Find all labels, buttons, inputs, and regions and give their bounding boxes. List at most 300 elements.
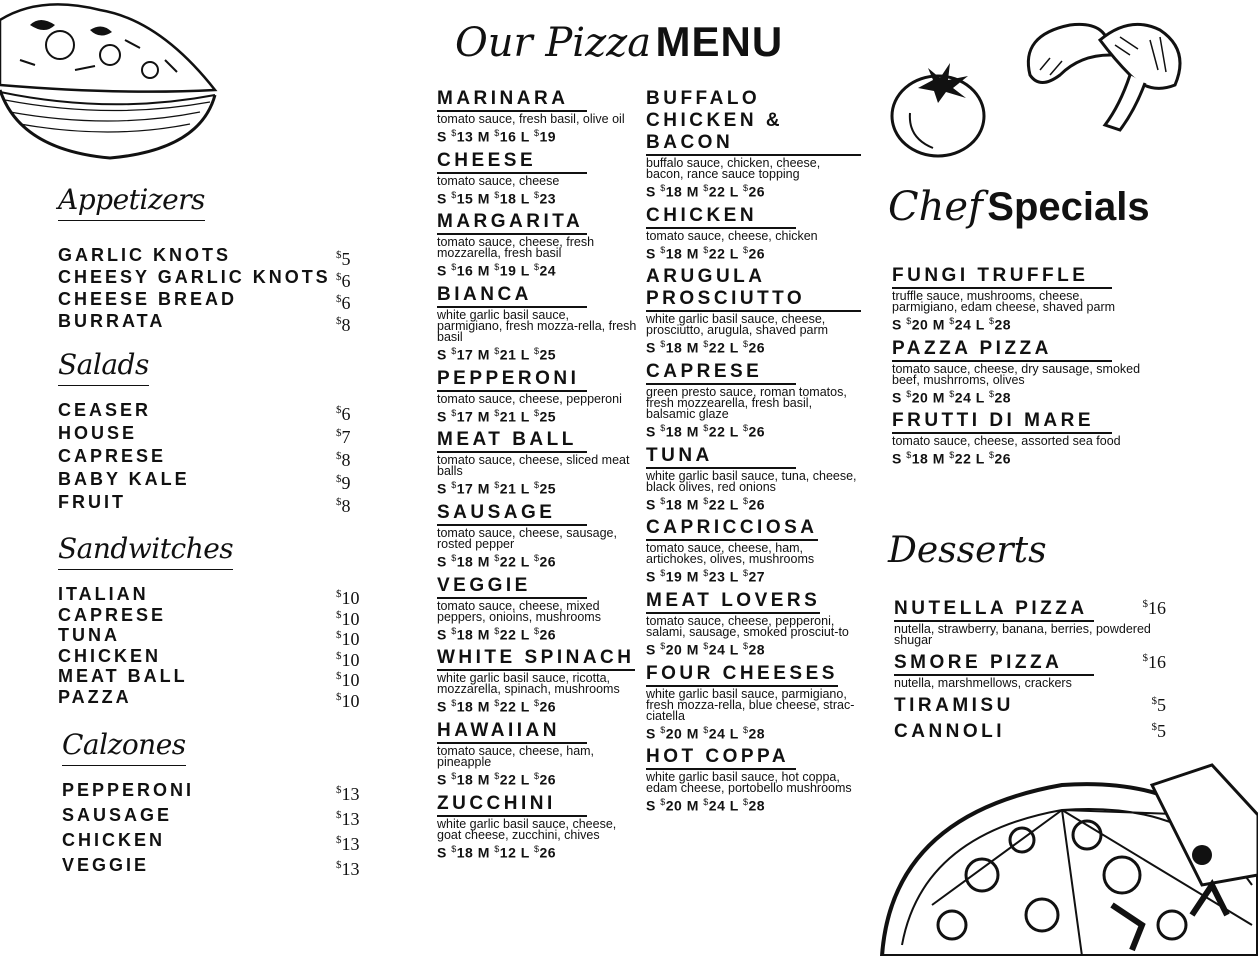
pizza-name	[437, 793, 637, 817]
currency-symbol: $	[336, 859, 342, 871]
size-label: S	[437, 128, 447, 145]
size-price: 22	[708, 245, 726, 262]
currency-symbol: $	[533, 262, 540, 273]
pizza-description: buffalo sauce, chicken, cheese, bacon, rance sauce topping	[646, 156, 821, 181]
size-label: S	[437, 346, 447, 363]
size-label: M	[477, 844, 490, 861]
currency-symbol: $	[336, 834, 342, 846]
currency-symbol: $	[336, 427, 342, 439]
header-bold-text: MENU	[655, 18, 784, 65]
size-price: 15	[456, 190, 474, 207]
price-value: 10	[341, 649, 360, 670]
pizza-name-text: HOT COPPA	[646, 746, 796, 770]
menu-item-name: CHICKEN	[58, 645, 162, 666]
pizza-description: white garlic basil sauce, cheese, goat cheese, zucchini, chives	[437, 816, 617, 842]
pizza-prices	[646, 180, 861, 200]
pizza-description: tomato sauce, cheese, pepperoni	[437, 391, 622, 406]
menu-item-price	[336, 422, 368, 445]
chef-specials-heading	[888, 184, 1150, 230]
pizza-description: tomato sauce, cheese, assorted sea food	[892, 434, 1121, 449]
size-label: M	[477, 190, 490, 207]
menu-item-row	[58, 604, 368, 629]
size-label: L	[520, 190, 530, 207]
pizza-bowl-icon	[0, 0, 230, 165]
size-label: S	[646, 568, 656, 585]
size-label: M	[477, 626, 490, 643]
currency-symbol: $	[703, 422, 709, 433]
size-label: L	[520, 480, 530, 497]
currency-symbol: $	[1142, 652, 1148, 664]
price-value: 16	[1148, 652, 1166, 672]
size-price: 26	[748, 245, 766, 262]
size-label: L	[520, 408, 530, 425]
currency-symbol: $	[533, 480, 540, 491]
currency-symbol: $	[451, 407, 457, 418]
size-price: 18	[665, 183, 683, 200]
size-price: 26	[994, 450, 1012, 467]
currency-symbol: $	[906, 388, 912, 399]
currency-symbol: $	[451, 552, 457, 563]
price-value: 13	[341, 809, 360, 829]
menu-item-row	[62, 803, 368, 828]
size-price: 22	[499, 698, 517, 715]
price-value: 13	[341, 784, 360, 804]
currency-symbol: $	[533, 625, 540, 636]
menu-item-name: VEGGIE	[62, 855, 150, 875]
pizza-prices	[646, 794, 861, 814]
menu-item-name: CHICKEN	[62, 830, 166, 850]
currency-symbol: $	[703, 183, 709, 193]
pizza-item	[437, 368, 637, 425]
size-label: M	[686, 245, 699, 262]
size-label: M	[477, 346, 490, 363]
pizza-prices	[437, 343, 637, 363]
pizza-item	[646, 205, 861, 262]
pizza-name	[437, 88, 637, 112]
currency-symbol: $	[1151, 721, 1157, 733]
price-value: 8	[341, 450, 351, 470]
currency-symbol: $	[451, 262, 457, 273]
menu-item-row	[58, 468, 368, 491]
pizza-name	[437, 575, 637, 599]
menu-item-row	[62, 778, 368, 803]
price-value: 10	[341, 670, 360, 690]
size-label: L	[520, 346, 530, 363]
price-value: 10	[341, 690, 360, 711]
currency-symbol: $	[451, 770, 457, 781]
pizza-name-text: FUNGI TRUFFLE	[892, 265, 1112, 289]
dessert-item	[894, 721, 1174, 743]
currency-symbol: $	[451, 480, 457, 491]
size-price: 16	[499, 128, 517, 145]
dessert-name: SMORE PIZZA	[894, 652, 1094, 676]
currency-symbol: $	[742, 495, 749, 506]
pizza-item	[646, 445, 861, 513]
pizza-name-text: FOUR CHEESES	[646, 663, 838, 687]
size-price: 20	[665, 797, 683, 814]
currency-symbol: $	[660, 422, 666, 433]
size-price: 18	[665, 496, 683, 513]
currency-symbol: $	[988, 388, 995, 399]
currency-symbol: $	[742, 244, 749, 255]
size-label: S	[646, 797, 656, 814]
pizza-item	[437, 284, 637, 363]
price-value: 7	[341, 427, 351, 447]
size-label: L	[729, 797, 739, 814]
pizza-prices	[437, 550, 637, 570]
menu-item-price	[336, 288, 368, 313]
size-price: 17	[456, 480, 474, 497]
currency-symbol: $	[336, 670, 342, 682]
desserts-list	[894, 598, 1174, 747]
size-price: 19	[665, 568, 683, 585]
pizza-prices	[646, 420, 861, 440]
pizza-prices	[892, 447, 1142, 467]
appetizers-list	[58, 244, 368, 335]
size-label: L	[729, 183, 739, 200]
desserts-heading: Desserts	[888, 530, 1047, 571]
salads-heading: Salads	[58, 348, 149, 386]
size-label: L	[729, 568, 739, 585]
pizza-name	[437, 284, 637, 308]
size-label: L	[975, 389, 985, 406]
currency-symbol: $	[703, 339, 709, 350]
size-label: S	[646, 641, 656, 658]
currency-symbol: $	[494, 128, 500, 138]
pizza-item	[437, 793, 637, 861]
size-label: S	[646, 725, 656, 742]
pizza-name-text: PEPPERONI	[437, 368, 587, 392]
pizza-description: tomato sauce, cheese, dry sausage, smoked beef, mushrroms, olives	[892, 361, 1141, 387]
pizza-prices	[437, 187, 637, 207]
pizza-name	[646, 590, 861, 614]
menu-item-price	[336, 625, 368, 649]
pizza-name	[437, 150, 637, 174]
currency-symbol: $	[336, 249, 342, 261]
size-price: 22	[954, 450, 972, 467]
menu-item-name: MEAT BALL	[58, 666, 188, 686]
size-price: 28	[748, 725, 766, 742]
pizza-name-text: CHEESE	[437, 150, 587, 174]
menu-item-name: GARLIC KNOTS	[58, 245, 231, 265]
size-label: L	[729, 245, 739, 262]
pizza-name	[646, 205, 861, 229]
currency-symbol: $	[742, 339, 749, 350]
size-price: 28	[748, 641, 766, 658]
size-price: 18	[665, 245, 683, 262]
menu-item-row	[58, 288, 368, 313]
currency-symbol: $	[533, 552, 540, 563]
sandwiches-heading: Sandwitches	[58, 532, 233, 570]
size-price: 22	[708, 496, 726, 513]
pizza-name	[892, 265, 1142, 289]
size-price: 22	[499, 553, 517, 570]
currency-symbol: $	[906, 450, 912, 461]
size-label: L	[975, 450, 985, 467]
dessert-description: nutella, strawberry, banana, berries, powdered shugar	[894, 622, 1151, 647]
menu-item-price	[336, 605, 368, 629]
dessert-price	[1143, 598, 1167, 622]
currency-symbol: $	[660, 568, 666, 579]
menu-item-name: SAUSAGE	[62, 805, 173, 825]
size-price: 24	[954, 316, 972, 333]
pizza-name	[892, 410, 1142, 434]
size-price: 18	[456, 698, 474, 715]
size-label: S	[646, 423, 656, 440]
size-price: 20	[665, 641, 683, 658]
size-label: M	[477, 128, 490, 145]
size-label: S	[437, 698, 447, 715]
size-price: 21	[499, 480, 517, 497]
size-price: 18	[665, 423, 683, 440]
currency-symbol: $	[703, 640, 709, 651]
size-price: 23	[539, 190, 557, 207]
menu-item-name: HOUSE	[58, 423, 138, 443]
pizza-item	[646, 590, 861, 658]
currency-symbol: $	[703, 568, 709, 579]
pizza-name	[437, 429, 637, 453]
size-label: L	[520, 626, 530, 643]
price-value: 5	[341, 249, 351, 269]
pizza-prices	[892, 313, 1142, 333]
price-value: 10	[341, 629, 360, 649]
menu-item-name: BABY KALE	[58, 469, 190, 489]
size-price: 25	[539, 346, 557, 363]
currency-symbol: $	[494, 843, 500, 854]
pizza-name-text: MARINARA	[437, 88, 587, 112]
pizza-description: white garlic basil sauce, ricotta, mozzarella, spinach, mushrooms	[437, 671, 620, 697]
size-price: 12	[499, 844, 517, 861]
pizza-item	[437, 88, 637, 145]
pizza-prices	[437, 405, 637, 425]
menu-item-name: PAZZA	[58, 686, 132, 707]
menu-item-price	[336, 853, 368, 878]
pizza-name-text: MARGARITA	[437, 211, 587, 235]
price-value: 8	[341, 315, 351, 335]
pizza-name-text: PAZZA PIZZA	[892, 338, 1112, 362]
menu-item-price	[336, 468, 368, 491]
menu-item-name: CEASER	[58, 400, 152, 420]
pizza-name-text: BUFFALO CHICKEN & BACON	[646, 88, 861, 156]
size-price: 26	[748, 183, 766, 200]
pizza-name-text: MEAT BALL	[437, 429, 587, 453]
menu-item-row	[58, 244, 368, 269]
menu-item-price	[336, 828, 368, 853]
size-price: 18	[911, 450, 929, 467]
currency-symbol: $	[336, 473, 342, 485]
currency-symbol: $	[1142, 598, 1148, 610]
size-price: 19	[499, 262, 517, 279]
header-script-text: Our Pizza	[455, 20, 652, 66]
currency-symbol: $	[336, 629, 342, 641]
dessert-row	[894, 721, 1166, 743]
size-label: M	[686, 725, 699, 742]
dessert-description: nutella, marshmellows, crackers	[894, 676, 1072, 690]
price-value: 6	[341, 271, 351, 291]
size-label: S	[646, 496, 656, 513]
size-label: M	[686, 496, 699, 513]
price-value: 6	[341, 404, 351, 424]
currency-symbol: $	[533, 189, 540, 200]
pizza-prices	[437, 623, 637, 643]
currency-symbol: $	[703, 244, 709, 255]
size-label: L	[520, 128, 530, 145]
pizza-name-text: CAPRESE	[646, 361, 796, 385]
dessert-row	[894, 652, 1166, 676]
dessert-item	[894, 695, 1174, 717]
price-value: 10	[341, 588, 360, 608]
currency-symbol: $	[660, 495, 666, 506]
price-value: 13	[341, 859, 360, 879]
menu-item-row	[58, 399, 368, 422]
currency-symbol: $	[494, 625, 500, 636]
dessert-name: CANNOLI	[894, 721, 1006, 742]
menu-item-name: CHEESY GARLIC KNOTS	[58, 267, 331, 287]
size-label: S	[437, 771, 447, 788]
pizza-description: white garlic basil sauce, hot coppa, edam cheese, portobello mushrooms	[646, 770, 852, 796]
size-price: 18	[665, 339, 683, 356]
pizza-item	[892, 338, 1142, 406]
menu-item-price	[336, 666, 368, 690]
size-label: M	[686, 797, 699, 814]
size-label: S	[892, 450, 902, 467]
pizza-item	[892, 410, 1142, 467]
currency-symbol: $	[336, 809, 342, 821]
size-label: M	[932, 389, 945, 406]
pizza-name	[646, 445, 861, 469]
size-label: M	[477, 262, 490, 279]
size-label: L	[520, 771, 530, 788]
pizza-item	[646, 266, 861, 356]
currency-symbol: $	[336, 271, 342, 283]
pizza-item	[437, 720, 637, 788]
size-price: 17	[456, 346, 474, 363]
menu-item-price	[336, 646, 368, 670]
pizza-icon	[872, 755, 1258, 956]
currency-symbol: $	[742, 422, 749, 433]
currency-symbol: $	[336, 496, 342, 508]
pizza-name-text: BIANCA	[437, 284, 587, 308]
currency-symbol: $	[742, 640, 749, 651]
pizza-name-text: CAPRICCIOSA	[646, 517, 818, 541]
pizza-prices	[646, 336, 861, 356]
size-price: 13	[456, 128, 474, 145]
size-price: 26	[748, 339, 766, 356]
size-price: 22	[499, 771, 517, 788]
size-label: L	[729, 423, 739, 440]
size-price: 26	[539, 698, 557, 715]
menu-item-row	[58, 686, 368, 711]
size-label: L	[729, 496, 739, 513]
size-price: 24	[954, 389, 972, 406]
pizza-name	[437, 211, 637, 235]
currency-symbol: $	[660, 797, 666, 808]
pizza-prices	[437, 125, 637, 145]
size-label: M	[477, 480, 490, 497]
menu-item-name: BURRATA	[58, 311, 166, 331]
appetizers-heading: Appetizers	[58, 183, 205, 221]
pizza-description: tomato sauce, cheese, ham, pineapple	[437, 743, 595, 769]
pizza-name	[646, 663, 861, 687]
pizza-description: white garlic basil sauce, cheese, prosciutto, arugula, shaved parm	[646, 312, 829, 338]
dessert-row	[894, 598, 1166, 622]
currency-symbol: $	[660, 244, 666, 255]
currency-symbol: $	[451, 345, 457, 356]
pizza-name-text: SAUSAGE	[437, 502, 587, 526]
size-label: S	[892, 316, 902, 333]
size-price: 18	[456, 553, 474, 570]
currency-symbol: $	[703, 724, 709, 735]
price-value: 10	[341, 608, 360, 629]
size-label: M	[932, 316, 945, 333]
currency-symbol: $	[533, 128, 540, 138]
currency-symbol: $	[660, 724, 666, 735]
pizza-prices	[646, 565, 861, 585]
pizza-prices	[437, 477, 637, 497]
currency-symbol: $	[533, 843, 540, 854]
currency-symbol: $	[451, 843, 457, 854]
menu-item-name: ITALIAN	[58, 584, 149, 604]
price-value: 16	[1148, 598, 1166, 618]
pizza-name	[646, 517, 861, 541]
size-label: M	[686, 339, 699, 356]
pizza-column-2	[646, 88, 861, 819]
pizza-item	[646, 746, 861, 814]
size-price: 26	[539, 626, 557, 643]
menu-item-price	[336, 687, 368, 711]
pizza-description: tomato sauce, cheese, mixed peppers, onioins, mushrooms	[437, 598, 601, 624]
size-label: M	[477, 408, 490, 425]
menu-item-name: CAPRESE	[58, 446, 167, 466]
size-label: L	[729, 725, 739, 742]
pizza-description: truffle sauce, mushrooms, cheese, parmigiano, edam cheese, shaved parm	[892, 289, 1116, 314]
menu-item-price	[336, 445, 368, 468]
size-label: M	[477, 698, 490, 715]
menu-item-price	[336, 491, 368, 514]
size-price: 22	[708, 423, 726, 440]
size-label: S	[437, 408, 447, 425]
dessert-item	[894, 598, 1174, 646]
pizza-column-1	[437, 88, 637, 865]
currency-symbol: $	[451, 698, 457, 709]
currency-symbol: $	[451, 625, 457, 636]
pizza-prices	[646, 493, 861, 513]
size-price: 18	[456, 626, 474, 643]
menu-item-row	[58, 666, 368, 690]
currency-symbol: $	[703, 797, 709, 808]
currency-symbol: $	[494, 262, 500, 273]
pizza-name	[892, 338, 1142, 362]
size-label: S	[437, 480, 447, 497]
size-price: 19	[539, 128, 557, 145]
menu-item-name: TUNA	[58, 625, 120, 645]
size-price: 24	[708, 725, 726, 742]
size-label: S	[437, 553, 447, 570]
dessert-price	[1143, 652, 1167, 676]
tomato-icon	[888, 58, 993, 158]
pizza-description: white garlic basil sauce, tuna, cheese, black olives, red onions	[646, 468, 857, 494]
chef-specials-script: Chef	[888, 184, 983, 230]
pizza-prices	[892, 386, 1142, 406]
price-value: 5	[1157, 721, 1166, 741]
pizza-name-text: MEAT LOVERS	[646, 590, 820, 614]
size-label: L	[520, 698, 530, 715]
size-price: 28	[994, 316, 1012, 333]
size-price: 21	[499, 408, 517, 425]
pizza-description: tomato sauce, cheese, sausage, rosted pepper	[437, 525, 617, 551]
size-price: 24	[539, 262, 557, 279]
menu-item-price	[336, 244, 368, 269]
